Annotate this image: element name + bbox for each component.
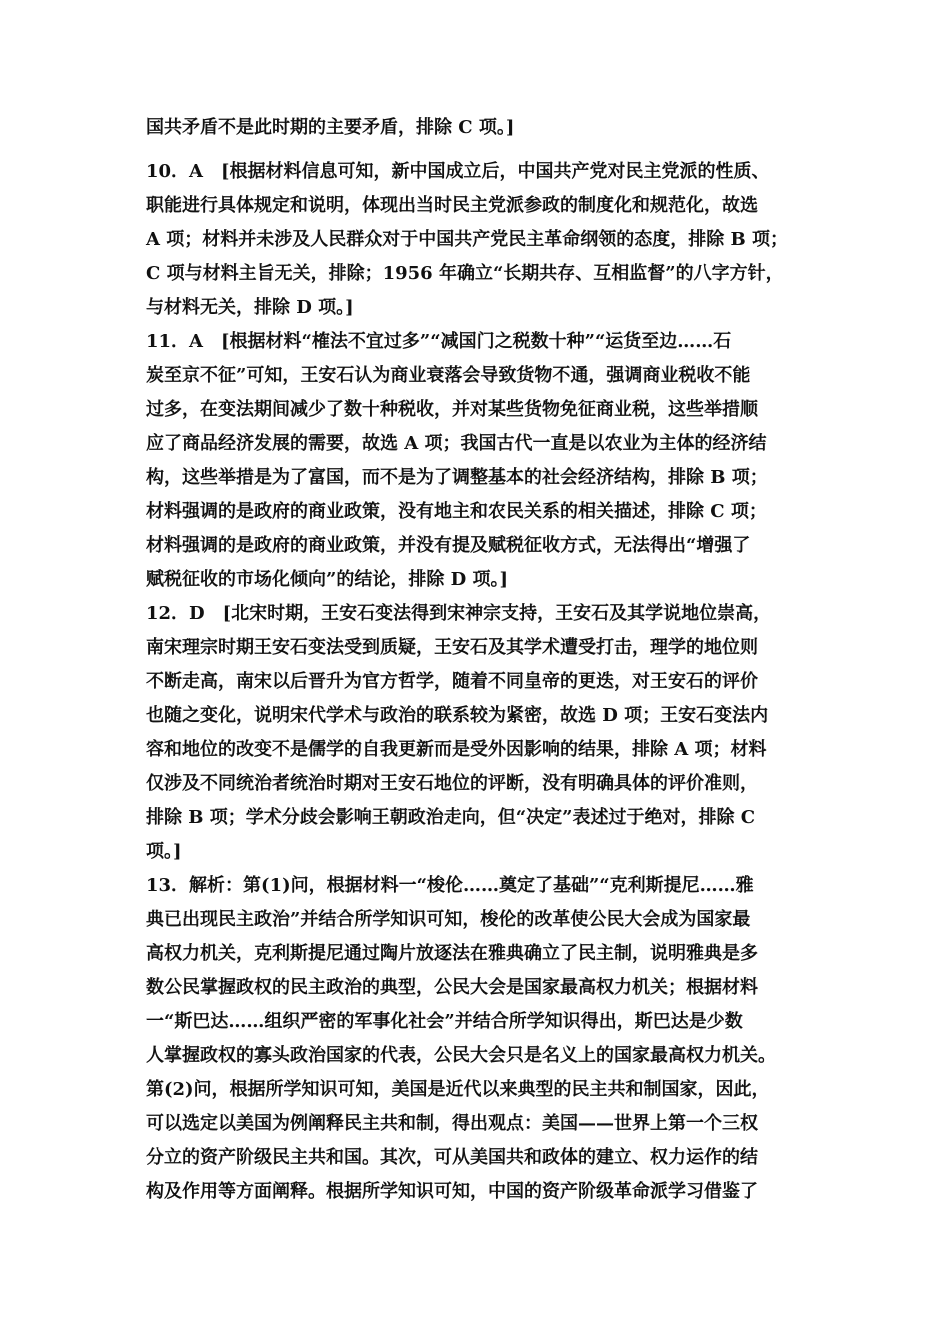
text-line: 12．D [北宋时期，王安石变法得到宋神宗支持，王安石及其学说地位崇高， xyxy=(146,603,772,624)
text-line: 分立的资产阶级民主共和国。其次，可从美国共和政体的建立、权力运作的结 xyxy=(146,1147,758,1168)
text-line: 也随之变化，说明宋代学术与政治的联系较为紧密，故选 D 项；王安石变法内 xyxy=(146,705,769,726)
text-line: 不断走高，南宋以后晋升为官方哲学，随着不同皇帝的更迭，对王安石的评价 xyxy=(146,671,758,692)
text-line: 可以选定以美国为例阐释民主共和制，得出观点：美国——世界上第一个三权 xyxy=(146,1113,758,1134)
text-line: 构及作用等方面阐释。根据所学知识可知，中国的资产阶级革命派学习借鉴了 xyxy=(146,1181,758,1202)
text-line: 赋税征收的市场化倾向”的结论，排除 D 项。] xyxy=(146,569,509,590)
text-line: 构，这些举措是为了富国，而不是为了调整基本的社会经济结构，排除 B 项； xyxy=(146,467,768,488)
text-line: A 项；材料并未涉及人民群众对于中国共产党民主革命纲领的态度，排除 B 项； xyxy=(146,229,788,250)
text-line: 职能进行具体规定和说明，体现出当时民主党派参政的制度化和规范化，故选 xyxy=(146,195,758,216)
text-line: 南宋理宗时期王安石变法受到质疑，王安石及其学术遭受打击，理学的地位则 xyxy=(146,637,758,658)
text-line: 一“斯巴达……组织严密的军事化社会”并结合所学知识得出，斯巴达是少数 xyxy=(146,1011,743,1032)
text-line: 国共矛盾不是此时期的主要矛盾，排除 C 项。] xyxy=(146,117,515,138)
text-line: 应了商品经济发展的需要，故选 A 项；我国古代一直是以农业为主体的经济结 xyxy=(146,433,767,454)
text-line: 材料强调的是政府的商业政策，并没有提及赋税征收方式，无法得出“增强了 xyxy=(146,535,751,556)
text-line: 容和地位的改变不是儒学的自我更新而是受外因影响的结果，排除 A 项；材料 xyxy=(146,739,767,760)
text-line: 材料强调的是政府的商业政策，没有地主和农民关系的相关描述，排除 C 项； xyxy=(146,501,767,522)
text-line: 13．解析：第(1)问，根据材料一“梭伦……奠定了基础”“克利斯提尼……雅 xyxy=(146,875,754,896)
text-line: 高权力机关，克利斯提尼通过陶片放逐法在雅典确立了民主制，说明雅典是多 xyxy=(146,943,758,964)
text-line: 排除 B 项；学术分歧会影响王朝政治走向，但“决定”表述过于绝对，排除 C xyxy=(146,807,756,828)
text-line: 与材料无关，排除 D 项。] xyxy=(146,297,354,318)
text-line: 第(2)问，根据所学知识可知，美国是近代以来典型的民主共和制国家，因此， xyxy=(146,1079,770,1100)
text-line: 炭至京不征”可知，王安石认为商业衰落会导致货物不通，强调商业税收不能 xyxy=(146,365,751,386)
text-line: 项。] xyxy=(146,841,182,862)
text-line: 10．A [根据材料信息可知，新中国成立后，中国共产党对民主党派的性质、 xyxy=(146,161,770,182)
text-line: 人掌握政权的寡头政治国家的代表，公民大会只是名义上的国家最高权力机关。 xyxy=(146,1045,776,1066)
text-line: C 项与材料主旨无关，排除；1956 年确立“长期共存、互相监督”的八字方针， xyxy=(146,263,784,284)
text-line: 过多，在变法期间减少了数十种税收，并对某些货物免征商业税，这些举措顺 xyxy=(146,399,758,420)
text-line: 11．A [根据材料“榷法不宜过多”“减国门之税数十种”“运货至边……石 xyxy=(146,331,732,352)
text-line: 数公民掌握政权的民主政治的典型，公民大会是国家最高权力机关；根据材料 xyxy=(146,977,758,998)
text-line: 仅涉及不同统治者统治时期对王安石地位的评断，没有明确具体的评价准则， xyxy=(146,773,758,794)
text-line: 典已出现民主政治”并结合所学知识可知，梭伦的改革使公民大会成为国家最 xyxy=(146,909,751,930)
